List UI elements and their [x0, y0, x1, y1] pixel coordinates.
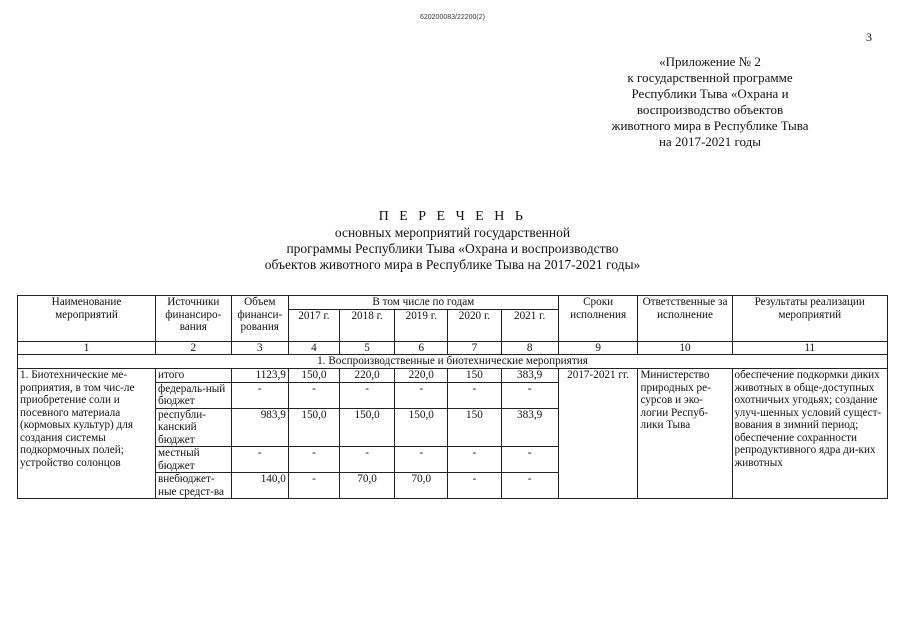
- event-terms: 2017-2021 гг.: [558, 369, 638, 499]
- document-title: [160, 209, 745, 273]
- year-cell: 150,0: [288, 369, 339, 383]
- header-name: Наименование мероприятий: [18, 296, 156, 342]
- appendix-line: воспроизводство объектов: [636, 102, 784, 117]
- column-number: 5: [339, 341, 394, 355]
- header-volume: Объем финанси-рования: [231, 296, 288, 342]
- year-cell: -: [288, 447, 339, 473]
- column-number: 4: [288, 341, 339, 355]
- column-number: 8: [501, 341, 558, 355]
- header-year: 2019 г.: [395, 309, 448, 341]
- title-line: объектов животного мира в Республике Тыва на 2017-2021 годы»: [264, 257, 641, 272]
- source-cell: местный бюджет: [156, 447, 232, 473]
- year-cell: 150: [448, 369, 501, 383]
- year-cell: 150: [448, 408, 501, 447]
- column-number: 3: [231, 341, 288, 355]
- appendix-line: на 2017-2021 годы: [658, 134, 762, 149]
- column-number: 6: [395, 341, 448, 355]
- year-cell: -: [501, 382, 558, 408]
- appendix-line: к государственной программе: [627, 70, 793, 85]
- column-number: 10: [638, 341, 732, 355]
- year-cell: -: [448, 447, 501, 473]
- year-cell: -: [395, 382, 448, 408]
- header-by-years: В том числе по годам: [288, 296, 558, 310]
- table-row: [18, 369, 888, 383]
- year-cell: 383,9: [501, 369, 558, 383]
- header-terms: Сроки исполнения: [558, 296, 638, 342]
- source-cell: итого: [156, 369, 232, 383]
- section-title: 1. Воспроизводственные и биотехнические мероприятия: [18, 355, 888, 369]
- volume-cell: -: [231, 382, 288, 408]
- header-source: Источники финансиро-вания: [156, 296, 232, 342]
- column-number: 11: [732, 341, 887, 355]
- volume-cell: 140,0: [231, 473, 288, 499]
- year-cell: 150,0: [395, 408, 448, 447]
- year-cell: 150,0: [339, 408, 394, 447]
- header-year: 2018 г.: [339, 309, 394, 341]
- appendix-line: «Приложение № 2: [659, 54, 761, 69]
- event-responsible: Министерство природных ре-сурсов и эко-логии Респуб-лики Тыва: [638, 369, 732, 499]
- year-cell: -: [448, 473, 501, 499]
- title-heading: П Е Р Е Ч Е Н Ь: [378, 209, 527, 224]
- event-name: 1. Биотехнические ме-роприятия, в том чис-ле приобретение соли и посевного материала (кормовых культур) для создания системы подкормочных полей; устройство солонцов: [18, 369, 156, 499]
- year-cell: 220,0: [395, 369, 448, 383]
- page-number: 3: [866, 30, 872, 44]
- column-number: 9: [558, 341, 638, 355]
- column-number: 7: [448, 341, 501, 355]
- source-cell: республи-канский бюджет: [156, 408, 232, 447]
- year-cell: -: [339, 447, 394, 473]
- header-results: Результаты реализации мероприятий: [732, 296, 887, 342]
- volume-cell: -: [231, 447, 288, 473]
- year-cell: -: [288, 382, 339, 408]
- source-cell: федераль-ный бюджет: [156, 382, 232, 408]
- year-cell: -: [448, 382, 501, 408]
- header-year: 2021 г.: [501, 309, 558, 341]
- column-number: 2: [156, 341, 232, 355]
- year-cell: 220,0: [339, 369, 394, 383]
- year-cell: 70,0: [395, 473, 448, 499]
- appendix-line: Республики Тыва «Охрана и: [631, 86, 789, 101]
- year-cell: -: [288, 473, 339, 499]
- year-cell: -: [395, 447, 448, 473]
- volume-cell: 983,9: [231, 408, 288, 447]
- appendix-line: животного мира в Республике Тыва: [611, 118, 809, 133]
- event-results: обеспечение подкормки диких животных в обще-доступных охотничьих угодьях; создание улуч-шенных условий сущест-вования в зимний период; обеспечение сохранности репродуктивного ядра ди-ких животных: [732, 369, 887, 499]
- column-number: 1: [18, 341, 156, 355]
- column-number-row: [18, 341, 888, 355]
- year-cell: -: [501, 473, 558, 499]
- header-year: 2017 г.: [288, 309, 339, 341]
- document-code: 620200083/22200(2): [419, 14, 485, 21]
- appendix-caption: [560, 54, 860, 150]
- year-cell: 383,9: [501, 408, 558, 447]
- header-responsible: Ответственные за исполнение: [638, 296, 732, 342]
- year-cell: -: [339, 382, 394, 408]
- year-cell: 150,0: [288, 408, 339, 447]
- title-line: программы Республики Тыва «Охрана и воспроизводство: [286, 241, 619, 256]
- source-cell: внебюджет-ные средст-ва: [156, 473, 232, 499]
- year-cell: 70,0: [339, 473, 394, 499]
- events-table: [17, 295, 888, 499]
- section-row: [18, 355, 888, 369]
- header-year: 2020 г.: [448, 309, 501, 341]
- volume-cell: 1123,9: [231, 369, 288, 383]
- title-line: основных мероприятий государственной: [334, 225, 571, 240]
- year-cell: -: [501, 447, 558, 473]
- header-row: [18, 296, 888, 310]
